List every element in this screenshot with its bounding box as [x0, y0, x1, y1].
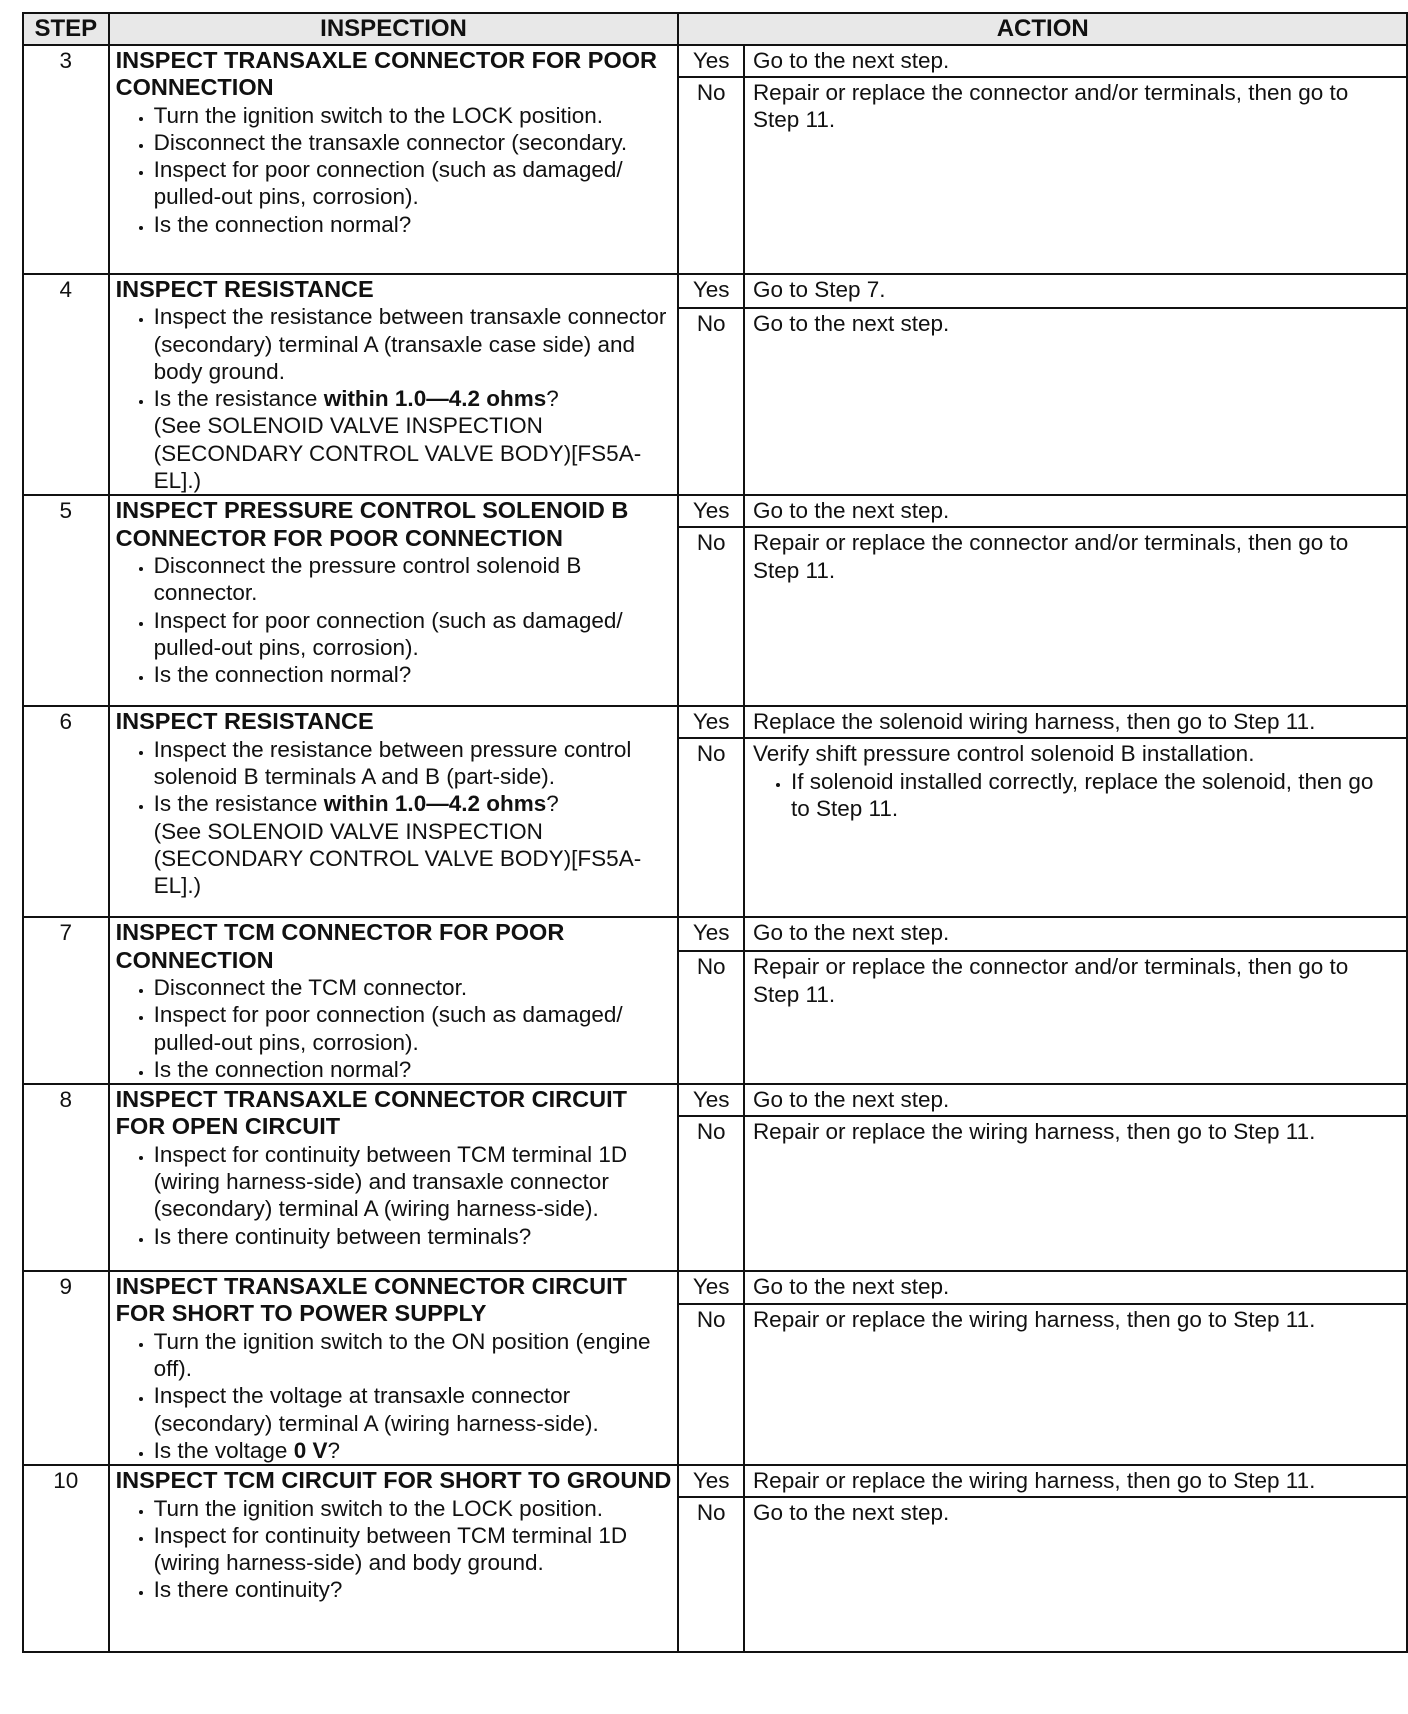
no-action — [744, 951, 1407, 1084]
no-label: No — [678, 77, 743, 274]
yes-action: Go to Step 7. — [744, 274, 1407, 308]
step-row — [23, 706, 1407, 738]
inspection-list — [116, 974, 674, 1083]
question-criteria: 0 V — [293, 1437, 328, 1463]
inspection-bullet: • Disconnect the transaxle connector (secondary. — [154, 129, 674, 156]
yes-action: Go to the next step. — [744, 917, 1407, 951]
inspection-bullet: • Inspect the voltage at transaxle connector (secondary) terminal A (wiring harness-side). — [154, 1382, 674, 1437]
question-text: Is the resistance — [153, 386, 324, 412]
inspection-rows — [23, 45, 1407, 1652]
no-action — [744, 527, 1407, 706]
step-row — [23, 1084, 1407, 1116]
inspection-bullet: • Turn the ignition switch to the LOCK position. — [154, 102, 674, 129]
no-action-text: Repair or replace the wiring harness, then go to Step 11. — [752, 1119, 1316, 1145]
inspection-list — [116, 736, 674, 900]
yes-action: Go to the next step. — [744, 1084, 1407, 1116]
step-row — [23, 1271, 1407, 1304]
inspection-bullet: • Turn the ignition switch to the ON position (engine off). — [154, 1328, 674, 1383]
step-number: 3 — [23, 45, 109, 274]
question-criteria: within 1.0—4.2 ohms — [323, 386, 547, 412]
inspection-list — [116, 1141, 674, 1250]
no-label: No — [678, 1116, 743, 1271]
no-label: No — [678, 308, 743, 496]
no-action — [744, 1304, 1407, 1465]
inspection-title: INSPECT TRANSAXLE CONNECTOR CIRCUIT FOR SHORT TO POWER SUPPLY — [115, 1273, 627, 1327]
step-row — [23, 1465, 1407, 1497]
no-label: No — [678, 738, 743, 917]
inspection-title: INSPECT RESISTANCE — [115, 708, 374, 735]
no-action — [744, 1497, 1407, 1652]
question-mark: ? — [327, 1437, 340, 1463]
step-number: 7 — [23, 917, 109, 1084]
inspection-bullet: • Inspect for continuity between TCM terminal 1D (wiring harness-side) and transaxle connector (secondary) terminal A (wiring harness-side). — [154, 1141, 674, 1223]
yes-label: Yes — [678, 1084, 743, 1116]
inspection-cell — [109, 1271, 679, 1465]
no-action-text: Go to the next step. — [752, 310, 950, 336]
inspection-bullet: • Is the connection normal? — [154, 661, 674, 688]
yes-label: Yes — [678, 45, 743, 77]
no-label: No — [678, 1304, 743, 1465]
inspection-title: INSPECT RESISTANCE — [115, 276, 374, 302]
inspection-cell — [109, 917, 679, 1084]
step-header: STEP — [23, 13, 109, 45]
step-row — [23, 495, 1407, 527]
step-row — [23, 45, 1407, 77]
inspection-title: INSPECT PRESSURE CONTROL SOLENOID B CONNECTOR FOR POOR CONNECTION — [115, 497, 629, 551]
no-action-bullet: • If solenoid installed correctly, replace the solenoid, then go to Step 11. — [791, 768, 1398, 823]
question-mark: ? — [546, 791, 559, 817]
yes-action: Go to the next step. — [744, 495, 1407, 527]
inspection-cell — [109, 1084, 679, 1271]
action-header: ACTION — [678, 13, 1407, 45]
inspection-table — [22, 12, 1408, 1653]
no-action-text: Repair or replace the wiring harness, then go to Step 11. — [752, 1307, 1316, 1333]
yes-label: Yes — [678, 706, 743, 738]
yes-label: Yes — [678, 274, 743, 308]
no-label: No — [678, 527, 743, 706]
yes-action: Repair or replace the wiring harness, then go to Step 11. — [744, 1465, 1407, 1497]
inspection-cell — [109, 495, 679, 706]
question-criteria: within 1.0—4.2 ohms — [323, 791, 547, 817]
no-action-text: Repair or replace the connector and/or terminals, then go to Step 11. — [752, 954, 1349, 1007]
inspection-bullet: • Is the connection normal? — [154, 1056, 674, 1083]
inspection-title: INSPECT TRANSAXLE CONNECTOR FOR POOR CONNECTION — [115, 47, 658, 101]
no-action — [744, 77, 1407, 274]
inspection-bullet: • Disconnect the TCM connector. — [154, 974, 674, 1001]
inspection-cell — [109, 45, 679, 274]
inspection-title: INSPECT TCM CONNECTOR FOR POOR CONNECTION — [115, 919, 565, 973]
inspection-cell — [109, 706, 679, 917]
yes-label: Yes — [678, 495, 743, 527]
header-row — [23, 13, 1407, 45]
no-action-list — [753, 768, 1398, 823]
inspection-bullet: • Inspect for poor connection (such as damaged/ pulled-out pins, corrosion). — [154, 156, 674, 211]
inspection-question — [154, 790, 674, 899]
step-number: 6 — [23, 706, 109, 917]
inspection-list — [116, 303, 674, 494]
step-number: 8 — [23, 1084, 109, 1271]
inspection-title: INSPECT TRANSAXLE CONNECTOR CIRCUIT FOR OPEN CIRCUIT — [115, 1086, 627, 1140]
inspection-list — [116, 1328, 674, 1464]
inspection-header: INSPECTION — [109, 13, 679, 45]
yes-label: Yes — [678, 1465, 743, 1497]
inspection-bullet: • Is there continuity? — [154, 1576, 674, 1603]
inspection-bullet: • Inspect for poor connection (such as damaged/ pulled-out pins, corrosion). — [154, 607, 674, 662]
inspection-list — [116, 1495, 674, 1604]
no-action — [744, 308, 1407, 496]
inspection-question — [154, 1437, 674, 1464]
inspection-bullet: • Inspect the resistance between transaxle connector (secondary) terminal A (transaxle case side) and body ground. — [154, 303, 674, 385]
yes-label: Yes — [678, 1271, 743, 1304]
inspection-bullet: • Inspect the resistance between pressure control solenoid B terminals A and B (part-side). — [154, 736, 674, 791]
inspection-question — [154, 385, 674, 494]
yes-action: Go to the next step. — [744, 45, 1407, 77]
no-action — [744, 738, 1407, 917]
inspection-list — [116, 102, 674, 238]
yes-action: Replace the solenoid wiring harness, then go to Step 11. — [744, 706, 1407, 738]
inspection-bullet: • Disconnect the pressure control solenoid B connector. — [154, 552, 674, 607]
no-action-text: Repair or replace the connector and/or terminals, then go to Step 11. — [752, 80, 1349, 133]
no-label: No — [678, 1497, 743, 1652]
inspection-bullet: • Is there continuity between terminals? — [154, 1223, 674, 1250]
inspection-bullet: • Inspect for continuity between TCM terminal 1D (wiring harness-side) and body ground. — [154, 1522, 674, 1577]
step-row — [23, 274, 1407, 308]
yes-action: Go to the next step. — [744, 1271, 1407, 1304]
step-number: 9 — [23, 1271, 109, 1465]
inspection-list — [116, 552, 674, 688]
no-action-text: Go to the next step. — [752, 1500, 950, 1526]
no-action-text: Repair or replace the connector and/or terminals, then go to Step 11. — [752, 530, 1349, 583]
no-action-text: Verify shift pressure control solenoid B installation. — [752, 741, 1255, 767]
question-reference: (See SOLENOID VALVE INSPECTION (SECONDARY CONTROL VALVE BODY)[FS5A-EL].) — [153, 818, 642, 899]
inspection-cell — [109, 274, 679, 495]
question-mark: ? — [546, 386, 559, 412]
inspection-bullet: • Turn the ignition switch to the LOCK position. — [154, 1495, 674, 1522]
question-text: Is the voltage — [153, 1437, 294, 1463]
question-text: Is the resistance — [153, 791, 324, 817]
inspection-bullet: • Is the connection normal? — [154, 211, 674, 238]
step-number: 10 — [23, 1465, 109, 1652]
inspection-title: INSPECT TCM CIRCUIT FOR SHORT TO GROUND — [115, 1467, 672, 1494]
step-row — [23, 917, 1407, 951]
inspection-cell — [109, 1465, 679, 1652]
question-reference: (See SOLENOID VALVE INSPECTION (SECONDARY CONTROL VALVE BODY)[FS5A-EL].) — [153, 413, 642, 494]
no-action — [744, 1116, 1407, 1271]
step-number: 4 — [23, 274, 109, 495]
no-label: No — [678, 951, 743, 1084]
inspection-bullet: • Inspect for poor connection (such as damaged/ pulled-out pins, corrosion). — [154, 1001, 674, 1056]
yes-label: Yes — [678, 917, 743, 951]
step-number: 5 — [23, 495, 109, 706]
